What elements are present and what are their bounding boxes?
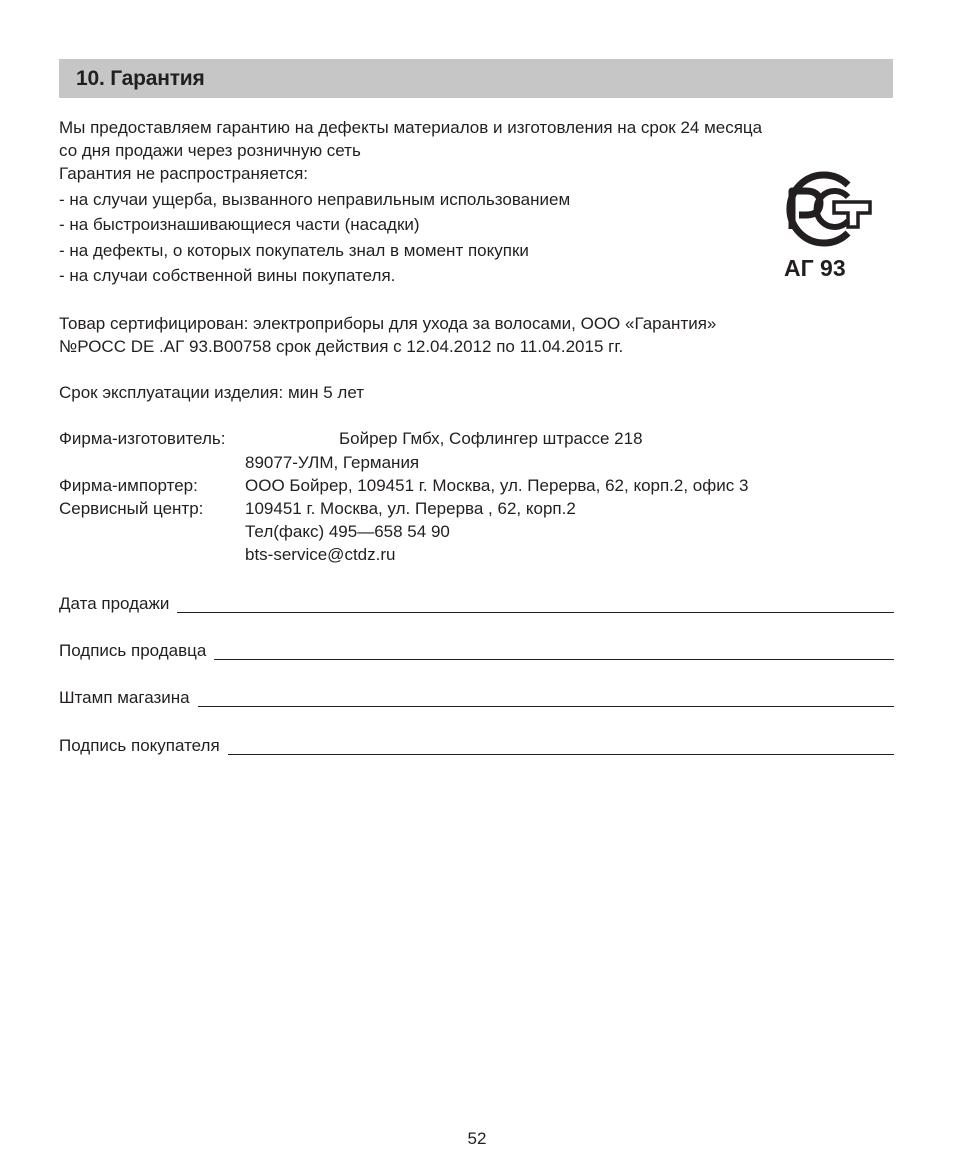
exclusion-item: - на дефекты, о которых покупатель знал в момент покупки [59, 241, 529, 260]
seller-signature-label: Подпись продавца [59, 641, 207, 660]
certification-code: АГ 93 [784, 255, 846, 281]
page-number: 52 [467, 1129, 487, 1148]
manufacturer-city: 89077-УЛМ, Германия [245, 453, 420, 472]
manufacturer-address: Бойрер Гмбх, Софлингер штрассе 218 [339, 429, 643, 448]
sale-date-label: Дата продажи [59, 594, 170, 613]
buyer-signature-label: Подпись покупателя [59, 736, 220, 755]
certificate-line-1: Товар сертифицирован: электроприборы для ухода за волосами, ООО «Гарантия» [59, 314, 717, 333]
service-center-phone: Тел(факс) 495—658 54 90 [245, 522, 450, 541]
service-center-address: 109451 г. Москва, ул. Перерва , 62, корп.2 [245, 499, 576, 518]
section-title: 10. Гарантия [76, 67, 205, 90]
sale-date-field[interactable] [177, 611, 894, 613]
warranty-text-line-2: со дня продажи через розничную сеть [59, 141, 361, 160]
exclusion-item: - на случаи собственной вины покупателя. [59, 266, 396, 285]
store-stamp-field[interactable] [198, 705, 894, 707]
service-center-email: bts-service@ctdz.ru [245, 545, 396, 564]
importer-label: Фирма-импортер: [59, 476, 198, 495]
importer-address: ООО Бойрер, 109451 г. Москва, ул. Перерва, 62, корп.2, офис 3 [245, 476, 749, 495]
store-stamp-label: Штамп магазина [59, 688, 190, 707]
rst-certification-mark-icon [770, 171, 874, 251]
buyer-signature-field[interactable] [228, 753, 894, 755]
exclusion-item: - на случаи ущерба, вызванного неправильным использованием [59, 190, 571, 209]
seller-signature-field[interactable] [214, 658, 894, 660]
exclusion-item: - на быстроизнашивающиеся части (насадки) [59, 215, 420, 234]
exclusions-title: Гарантия не распространяется: [59, 164, 309, 183]
store-stamp-row [59, 684, 894, 708]
warranty-text-line-1: Мы предоставляем гарантию на дефекты материалов и изготовления на срок 24 месяца [59, 118, 763, 137]
service-center-label: Сервисный центр: [59, 499, 204, 518]
buyer-signature-row [59, 732, 894, 756]
manufacturer-label: Фирма-изготовитель: [59, 429, 226, 448]
sale-date-row [59, 590, 894, 614]
service-life: Срок эксплуатации изделия: мин 5 лет [59, 383, 365, 402]
certification-logo [770, 171, 874, 281]
seller-signature-row [59, 637, 894, 661]
certificate-line-2: №РОСС DE .АГ 93.В00758 срок действия с 12.04.2012 по 11.04.2015 гг. [59, 337, 624, 356]
section-header [59, 59, 893, 98]
